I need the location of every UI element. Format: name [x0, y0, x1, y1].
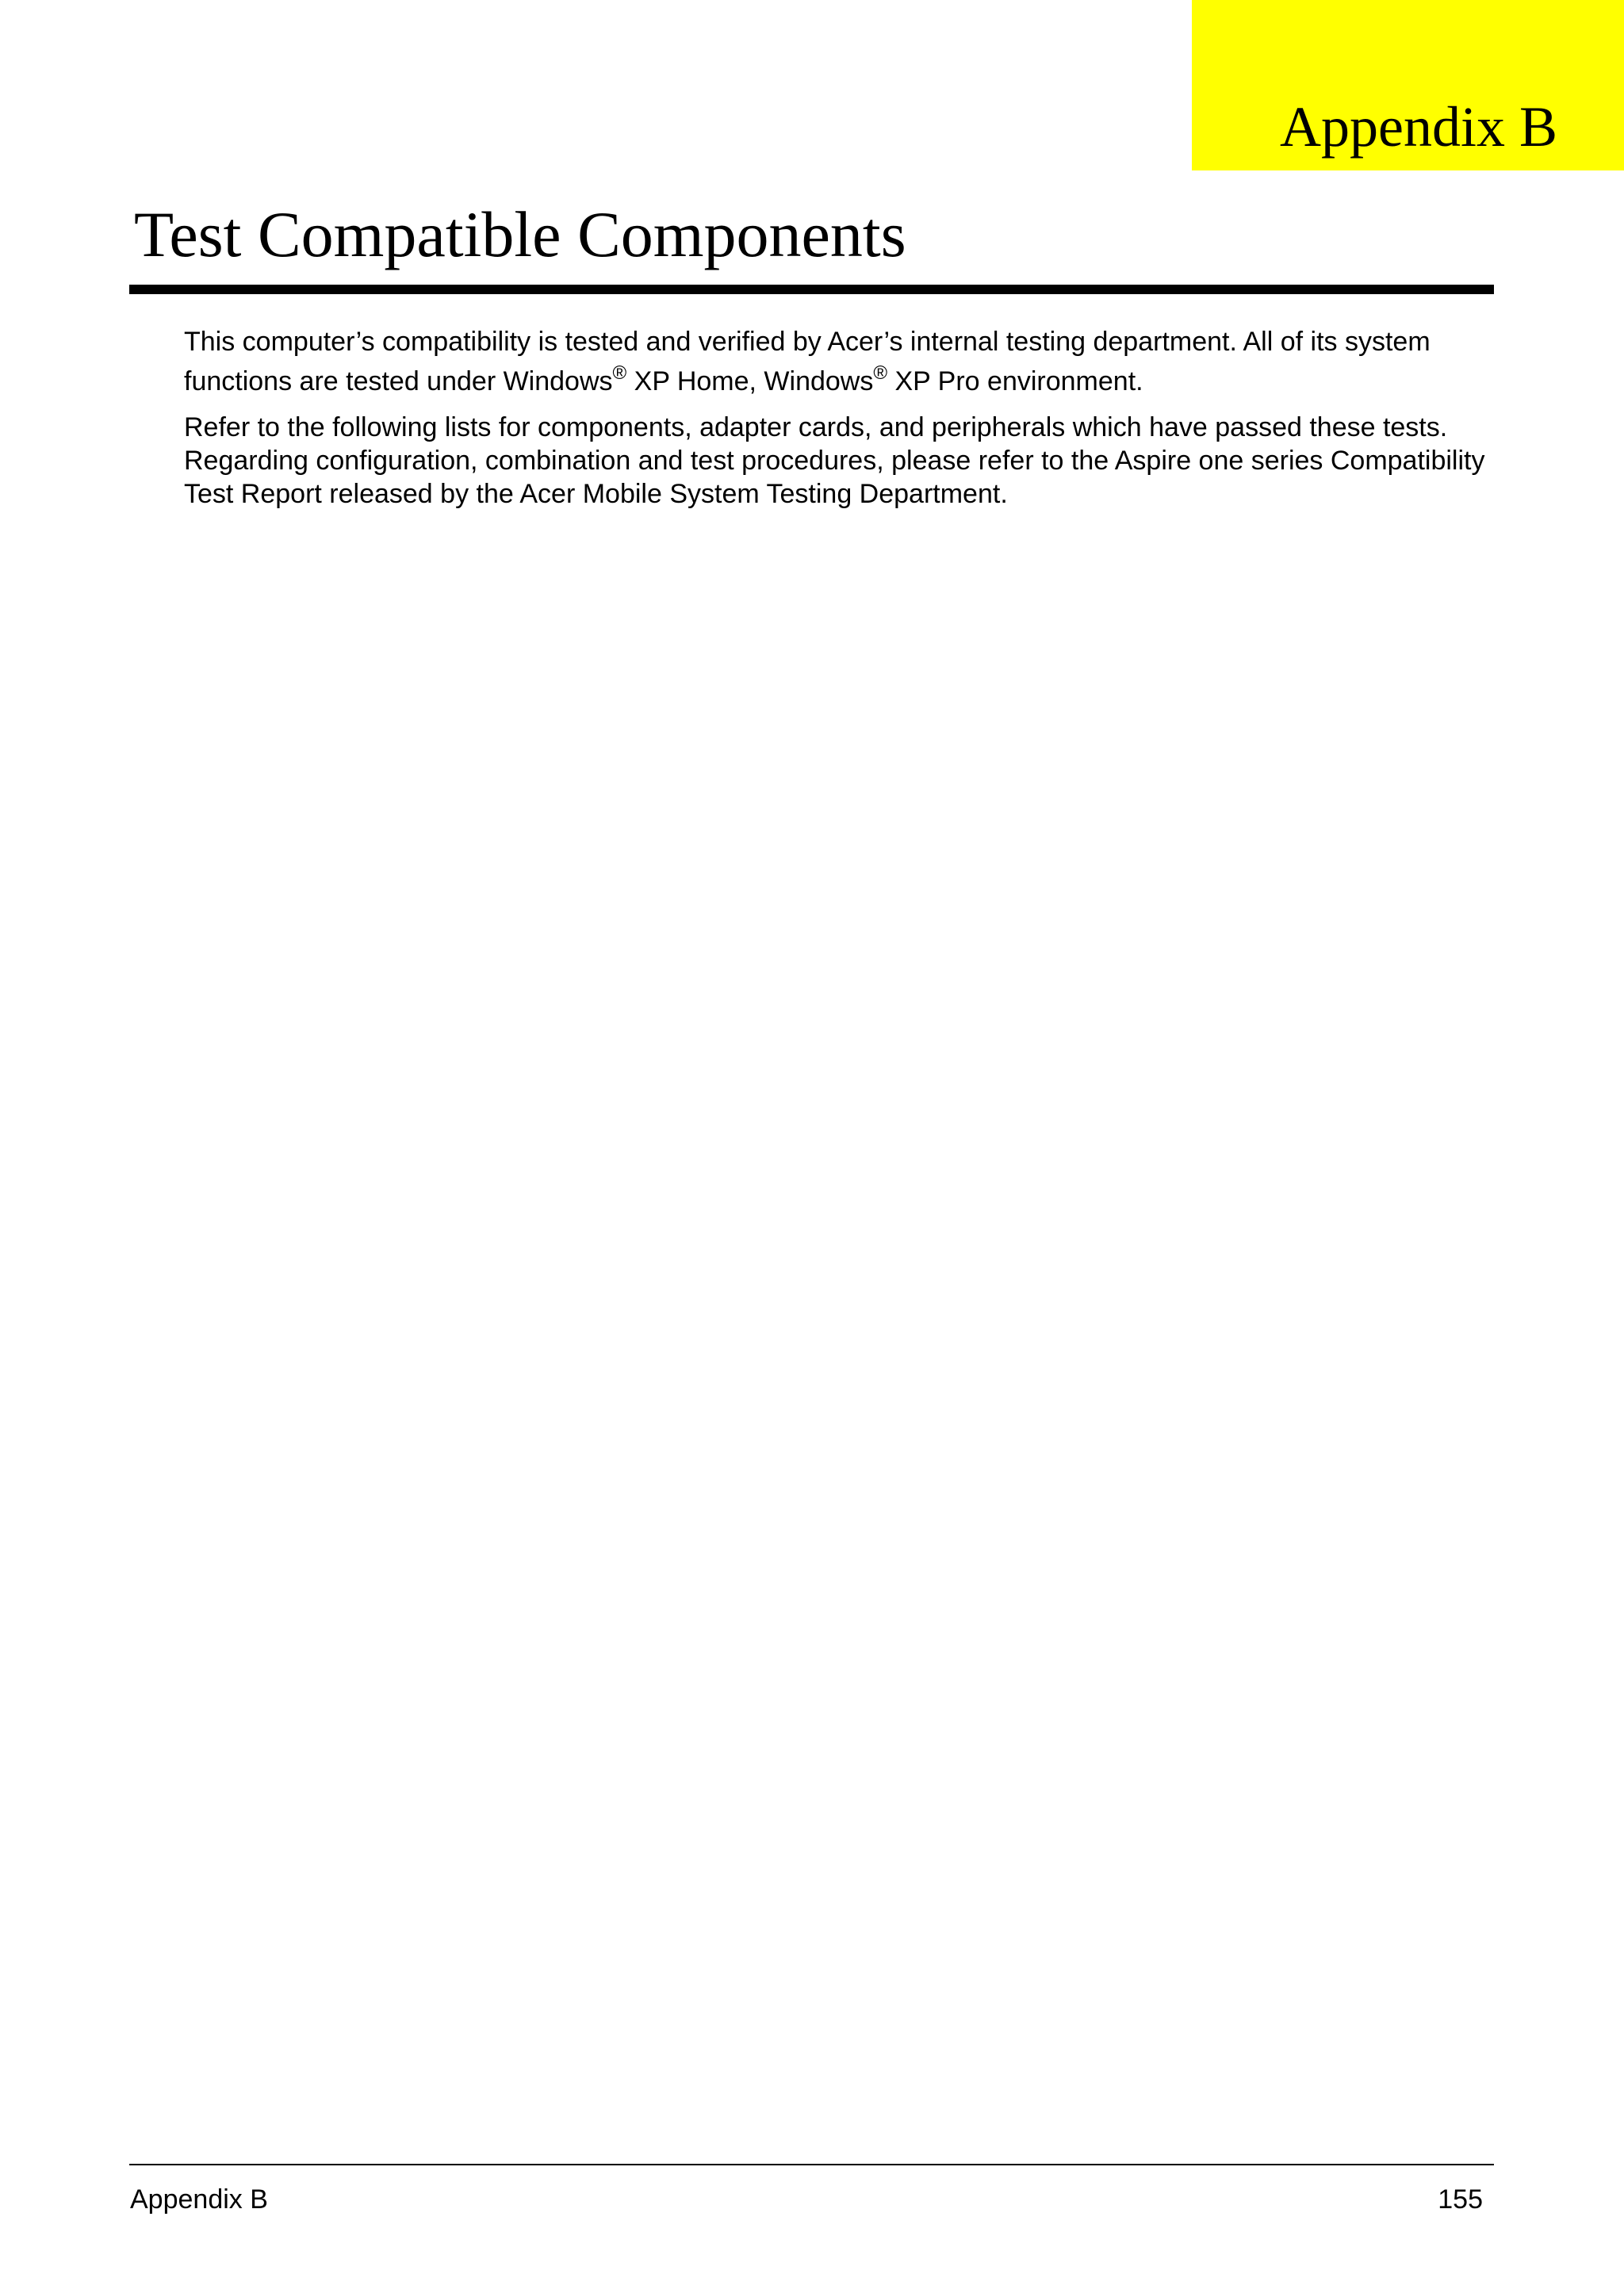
paragraph-refer	[184, 411, 1500, 511]
page-title: Test Compatible Components	[134, 198, 906, 270]
registered-mark: ®	[612, 362, 627, 384]
title-divider	[129, 285, 1494, 294]
registered-mark: ®	[873, 362, 888, 384]
paragraph-compatibility-text-c: XP Pro environment.	[887, 366, 1143, 396]
paragraph-refer-line-3: Test Report released by the Acer Mobile System Testing Department.	[184, 479, 1008, 509]
paragraph-refer-line-2: Regarding configuration, combination and test procedures, please refer to the Aspire one series Compatibility	[184, 446, 1485, 476]
footer-divider	[129, 2164, 1494, 2165]
appendix-tab-label: Appendix B	[1280, 95, 1557, 159]
paragraph-refer-line-1: Refer to the following lists for components, adapter cards, and peripherals which have passed these tests.	[184, 412, 1448, 442]
paragraph-compatibility-line-1: This computer’s compatibility is tested and verified by Acer’s internal testing department. All of its system	[184, 327, 1431, 357]
body-text	[184, 322, 1500, 511]
paragraph-compatibility	[184, 322, 1500, 401]
paragraph-compatibility-text-b: XP Home, Windows	[626, 366, 874, 396]
footer-section-label: Appendix B	[130, 2184, 268, 2215]
paragraph-compatibility-text-a: functions are tested under Windows	[184, 366, 613, 396]
footer-page-number: 155	[1438, 2184, 1483, 2215]
appendix-tab	[1192, 0, 1624, 170]
